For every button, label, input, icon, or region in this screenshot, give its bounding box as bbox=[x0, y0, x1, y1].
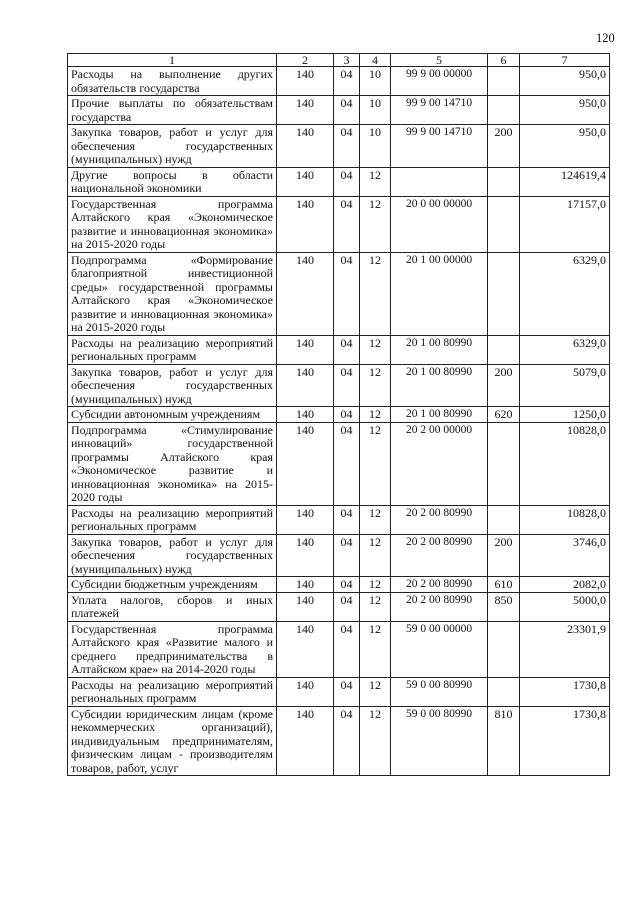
row-target-article-cell: 99 9 00 14710 bbox=[391, 96, 488, 125]
row-expense-type-cell: 200 bbox=[488, 125, 520, 168]
row-target-article-cell: 59 0 00 00000 bbox=[391, 621, 488, 677]
row-section-code-cell: 140 bbox=[277, 577, 334, 593]
row-section-cell: 04 bbox=[334, 621, 360, 677]
table-row bbox=[68, 706, 610, 776]
row-name-cell: Подпрограмма «Формирование благоприятной инвестиционной среды» государственной программы Алтайского края «Экономическое развитие и инновационная экономика» на 2015-2020 годы bbox=[68, 252, 277, 335]
row-amount-cell: 10828,0 bbox=[520, 422, 610, 505]
row-section-cell: 04 bbox=[334, 592, 360, 621]
row-subsection-cell: 12 bbox=[360, 252, 391, 335]
row-section-code-cell: 140 bbox=[277, 335, 334, 364]
row-expense-type-cell bbox=[488, 677, 520, 706]
row-name-cell: Уплата налогов, сборов и иных платежей bbox=[68, 592, 277, 621]
row-section-cell: 04 bbox=[334, 67, 360, 96]
row-amount-cell: 950,0 bbox=[520, 125, 610, 168]
row-amount-cell: 17157,0 bbox=[520, 196, 610, 252]
row-target-article-cell: 99 9 00 14710 bbox=[391, 125, 488, 168]
row-subsection-cell: 12 bbox=[360, 364, 391, 407]
row-expense-type-cell bbox=[488, 167, 520, 196]
budget-table bbox=[67, 53, 610, 776]
row-expense-type-cell bbox=[488, 505, 520, 534]
header-cell: 6 bbox=[488, 54, 520, 67]
row-subsection-cell: 12 bbox=[360, 196, 391, 252]
row-subsection-cell: 12 bbox=[360, 706, 391, 776]
row-section-code-cell: 140 bbox=[277, 706, 334, 776]
row-amount-cell: 1730,8 bbox=[520, 677, 610, 706]
row-section-code-cell: 140 bbox=[277, 422, 334, 505]
row-name-cell: Закупка товаров, работ и услуг для обеспечения государственных (муниципальных) нужд bbox=[68, 125, 277, 168]
row-target-article-cell: 20 1 00 80990 bbox=[391, 407, 488, 423]
row-section-code-cell: 140 bbox=[277, 167, 334, 196]
row-section-cell: 04 bbox=[334, 335, 360, 364]
row-section-cell: 04 bbox=[334, 407, 360, 423]
row-expense-type-cell: 810 bbox=[488, 706, 520, 776]
row-subsection-cell: 10 bbox=[360, 96, 391, 125]
header-row bbox=[68, 54, 610, 67]
row-subsection-cell: 12 bbox=[360, 677, 391, 706]
row-section-code-cell: 140 bbox=[277, 592, 334, 621]
row-subsection-cell: 12 bbox=[360, 422, 391, 505]
table-row bbox=[68, 364, 610, 407]
row-expense-type-cell: 200 bbox=[488, 364, 520, 407]
header-cell: 5 bbox=[391, 54, 488, 67]
row-target-article-cell: 20 0 00 00000 bbox=[391, 196, 488, 252]
row-section-cell: 04 bbox=[334, 422, 360, 505]
row-section-code-cell: 140 bbox=[277, 67, 334, 96]
row-expense-type-cell bbox=[488, 67, 520, 96]
row-target-article-cell bbox=[391, 167, 488, 196]
header-cell: 1 bbox=[68, 54, 277, 67]
row-target-article-cell: 20 2 00 00000 bbox=[391, 422, 488, 505]
row-subsection-cell: 12 bbox=[360, 577, 391, 593]
row-section-code-cell: 140 bbox=[277, 534, 334, 577]
row-name-cell: Подпрограмма «Стимулирование инноваций» государственной программы Алтайского края «Экономическое развитие и инновационная экономика» на 2015-2020 годы bbox=[68, 422, 277, 505]
row-subsection-cell: 10 bbox=[360, 67, 391, 96]
row-amount-cell: 124619,4 bbox=[520, 167, 610, 196]
row-name-cell: Субсидии юридическим лицам (кроме некоммерческих организаций), индивидуальным предпринимателям, физическим лицам - производителям товаров, работ, услуг bbox=[68, 706, 277, 776]
row-target-article-cell: 20 1 00 80990 bbox=[391, 335, 488, 364]
row-section-cell: 04 bbox=[334, 167, 360, 196]
row-name-cell: Расходы на выполнение других обязательств государства bbox=[68, 67, 277, 96]
row-section-code-cell: 140 bbox=[277, 196, 334, 252]
row-subsection-cell: 10 bbox=[360, 125, 391, 168]
row-expense-type-cell: 620 bbox=[488, 407, 520, 423]
table-row bbox=[68, 677, 610, 706]
row-expense-type-cell bbox=[488, 422, 520, 505]
row-amount-cell: 10828,0 bbox=[520, 505, 610, 534]
table-row bbox=[68, 335, 610, 364]
row-expense-type-cell: 200 bbox=[488, 534, 520, 577]
row-subsection-cell: 12 bbox=[360, 335, 391, 364]
row-target-article-cell: 99 9 00 00000 bbox=[391, 67, 488, 96]
row-target-article-cell: 59 0 00 80990 bbox=[391, 706, 488, 776]
table-row bbox=[68, 534, 610, 577]
row-subsection-cell: 12 bbox=[360, 592, 391, 621]
row-section-cell: 04 bbox=[334, 706, 360, 776]
row-section-cell: 04 bbox=[334, 505, 360, 534]
row-subsection-cell: 12 bbox=[360, 534, 391, 577]
row-subsection-cell: 12 bbox=[360, 505, 391, 534]
row-expense-type-cell bbox=[488, 96, 520, 125]
row-section-code-cell: 140 bbox=[277, 407, 334, 423]
row-target-article-cell: 20 2 00 80990 bbox=[391, 592, 488, 621]
row-expense-type-cell bbox=[488, 252, 520, 335]
row-target-article-cell: 20 2 00 80990 bbox=[391, 577, 488, 593]
row-name-cell: Субсидии бюджетным учреждениям bbox=[68, 577, 277, 593]
row-amount-cell: 5000,0 bbox=[520, 592, 610, 621]
table-row bbox=[68, 96, 610, 125]
row-section-cell: 04 bbox=[334, 125, 360, 168]
row-expense-type-cell: 610 bbox=[488, 577, 520, 593]
row-name-cell: Расходы на реализацию мероприятий региональных программ bbox=[68, 505, 277, 534]
table-row bbox=[68, 167, 610, 196]
row-target-article-cell: 20 2 00 80990 bbox=[391, 534, 488, 577]
row-section-code-cell: 140 bbox=[277, 364, 334, 407]
row-amount-cell: 5079,0 bbox=[520, 364, 610, 407]
table-row bbox=[68, 621, 610, 677]
row-section-code-cell: 140 bbox=[277, 621, 334, 677]
header-cell: 3 bbox=[334, 54, 360, 67]
table-row bbox=[68, 67, 610, 96]
row-target-article-cell: 20 1 00 80990 bbox=[391, 364, 488, 407]
table-row bbox=[68, 252, 610, 335]
row-amount-cell: 2082,0 bbox=[520, 577, 610, 593]
table-body bbox=[68, 67, 610, 776]
row-amount-cell: 6329,0 bbox=[520, 335, 610, 364]
row-section-cell: 04 bbox=[334, 577, 360, 593]
row-target-article-cell: 20 2 00 80990 bbox=[391, 505, 488, 534]
row-name-cell: Государственная программа Алтайского края «Развитие малого и среднего предпринимательства в Алтайском крае» на 2014-2020 годы bbox=[68, 621, 277, 677]
row-expense-type-cell bbox=[488, 335, 520, 364]
row-target-article-cell: 59 0 00 80990 bbox=[391, 677, 488, 706]
row-name-cell: Закупка товаров, работ и услуг для обеспечения государственных (муниципальных) нужд bbox=[68, 534, 277, 577]
row-amount-cell: 3746,0 bbox=[520, 534, 610, 577]
page-number: 120 bbox=[596, 31, 615, 45]
row-section-cell: 04 bbox=[334, 96, 360, 125]
row-section-code-cell: 140 bbox=[277, 252, 334, 335]
table-row bbox=[68, 505, 610, 534]
row-name-cell: Закупка товаров, работ и услуг для обеспечения государственных (муниципальных) нужд bbox=[68, 364, 277, 407]
table-row bbox=[68, 407, 610, 423]
header-cell: 7 bbox=[520, 54, 610, 67]
table-row bbox=[68, 422, 610, 505]
row-section-code-cell: 140 bbox=[277, 505, 334, 534]
row-name-cell: Другие вопросы в области национальной экономики bbox=[68, 167, 277, 196]
row-amount-cell: 6329,0 bbox=[520, 252, 610, 335]
table-row bbox=[68, 592, 610, 621]
row-name-cell: Расходы на реализацию мероприятий региональных программ bbox=[68, 335, 277, 364]
row-target-article-cell: 20 1 00 00000 bbox=[391, 252, 488, 335]
row-section-cell: 04 bbox=[334, 534, 360, 577]
row-amount-cell: 23301,9 bbox=[520, 621, 610, 677]
row-section-cell: 04 bbox=[334, 677, 360, 706]
row-name-cell: Субсидии автономным учреждениям bbox=[68, 407, 277, 423]
row-section-cell: 04 bbox=[334, 364, 360, 407]
row-section-code-cell: 140 bbox=[277, 677, 334, 706]
row-amount-cell: 950,0 bbox=[520, 67, 610, 96]
row-expense-type-cell bbox=[488, 621, 520, 677]
table-row bbox=[68, 196, 610, 252]
row-section-code-cell: 140 bbox=[277, 96, 334, 125]
row-name-cell: Государственная программа Алтайского края «Экономическое развитие и инновационная экономика» на 2015-2020 годы bbox=[68, 196, 277, 252]
table-row bbox=[68, 577, 610, 593]
row-subsection-cell: 12 bbox=[360, 621, 391, 677]
row-section-code-cell: 140 bbox=[277, 125, 334, 168]
row-amount-cell: 950,0 bbox=[520, 96, 610, 125]
row-section-cell: 04 bbox=[334, 196, 360, 252]
row-name-cell: Расходы на реализацию мероприятий региональных программ bbox=[68, 677, 277, 706]
row-expense-type-cell: 850 bbox=[488, 592, 520, 621]
row-subsection-cell: 12 bbox=[360, 167, 391, 196]
row-amount-cell: 1730,8 bbox=[520, 706, 610, 776]
header-cell: 2 bbox=[277, 54, 334, 67]
row-name-cell: Прочие выплаты по обязательствам государства bbox=[68, 96, 277, 125]
row-section-cell: 04 bbox=[334, 252, 360, 335]
header-cell: 4 bbox=[360, 54, 391, 67]
row-subsection-cell: 12 bbox=[360, 407, 391, 423]
row-amount-cell: 1250,0 bbox=[520, 407, 610, 423]
table-row bbox=[68, 125, 610, 168]
row-expense-type-cell bbox=[488, 196, 520, 252]
